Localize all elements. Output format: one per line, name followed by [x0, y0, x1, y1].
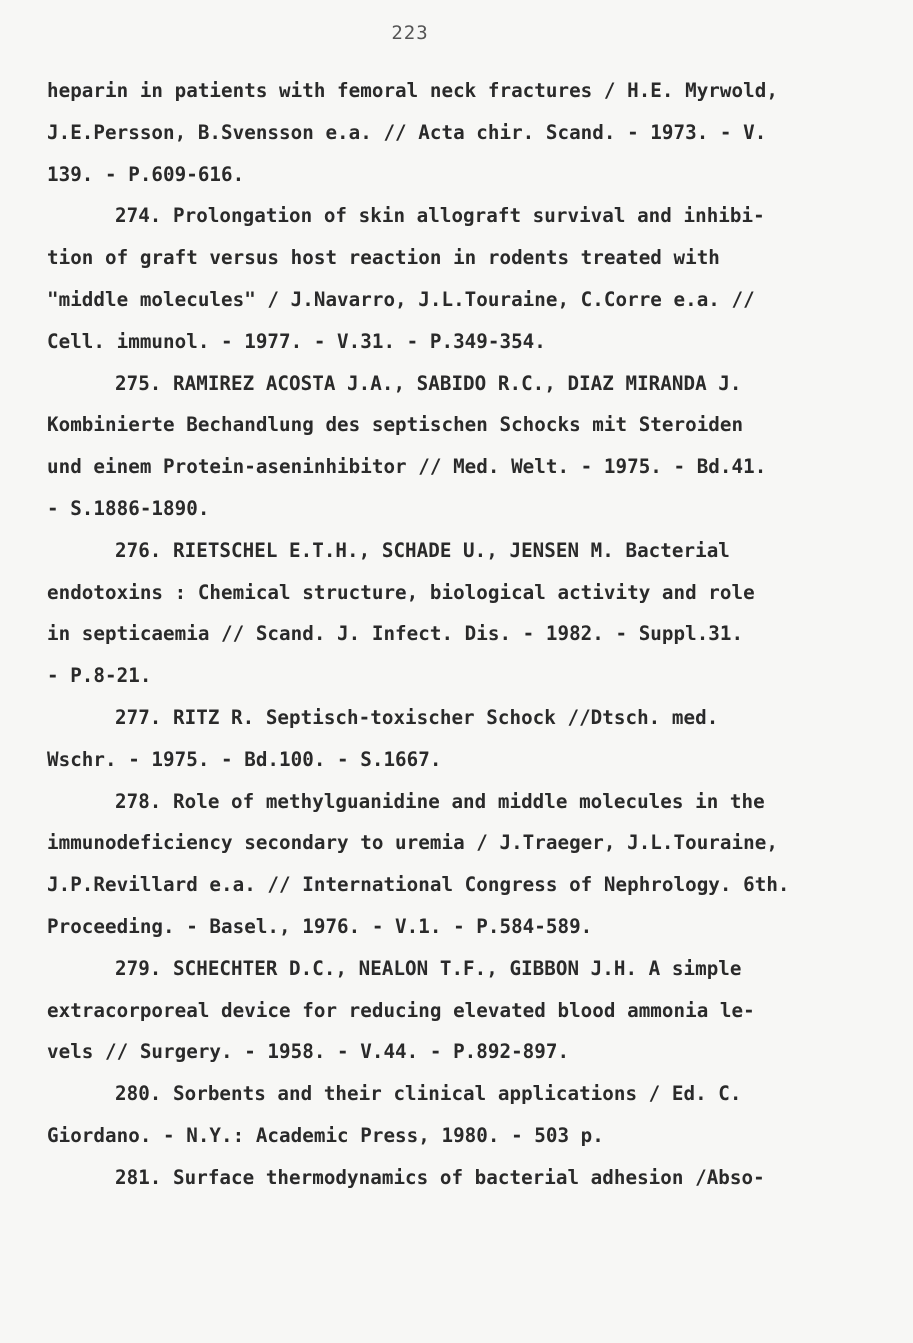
text-line: 139. - P.609-616.: [47, 162, 245, 186]
page-number: 223: [391, 22, 429, 44]
text-line: und einem Protein-aseninhibitor // Med. Welt. - 1975. - Bd.41.: [47, 455, 767, 479]
bibliography-text: [47, 70, 877, 1199]
text-line: Cell. immunol. - 1977. - V.31. - P.349-354.: [47, 329, 546, 353]
text-line: endotoxins : Chemical structure, biological activity and role: [47, 580, 755, 604]
reference-278-start: 278. Role of methylguanidine and middle molecules in the: [115, 789, 765, 813]
reference-276-start: 276. RIETSCHEL E.T.H., SCHADE U., JENSEN M. Bacterial: [115, 538, 730, 562]
text-line: extracorporeal device for reducing elevated blood ammonia le-: [47, 998, 755, 1022]
reference-277-start: 277. RITZ R. Septisch-toxischer Schock //Dtsch. med.: [115, 705, 719, 729]
reference-279-start: 279. SCHECHTER D.C., NEALON T.F., GIBBON J.H. A simple: [115, 956, 742, 980]
reference-274-start: 274. Prolongation of skin allograft survival and inhibi-: [115, 204, 765, 228]
text-line: immunodeficiency secondary to uremia / J.Traeger, J.L.Touraine,: [47, 831, 778, 855]
text-line: J.E.Persson, B.Svensson e.a. // Acta chir. Scand. - 1973. - V.: [47, 120, 767, 144]
text-line: heparin in patients with femoral neck fractures / H.E. Myrwold,: [47, 79, 778, 102]
reference-275-start: 275. RAMIREZ ACOSTA J.A., SABIDO R.C., DIAZ MIRANDA J.: [115, 371, 742, 395]
text-line: - P.8-21.: [47, 664, 152, 688]
reference-280-start: 280. Sorbents and their clinical applications / Ed. C.: [115, 1082, 742, 1106]
text-line: Wschr. - 1975. - Bd.100. - S.1667.: [47, 747, 442, 771]
text-line: "middle molecules" / J.Navarro, J.L.Touraine, C.Corre e.a. //: [47, 287, 755, 311]
text-line: Giordano. - N.Y.: Academic Press, 1980. - 503 p.: [47, 1123, 604, 1147]
text-line: Kombinierte Bechandlung des septischen Schocks mit Steroiden: [47, 413, 744, 437]
text-line: tion of graft versus host reaction in rodents treated with: [47, 246, 720, 270]
text-line: vels // Surgery. - 1958. - V.44. - P.892-897.: [47, 1040, 570, 1064]
text-line: Proceeding. - Basel., 1976. - V.1. - P.584-589.: [47, 914, 593, 938]
text-line: - S.1886-1890.: [47, 496, 210, 520]
reference-281-start: 281. Surface thermodynamics of bacterial adhesion /Abso-: [115, 1165, 765, 1189]
text-line: J.P.Revillard e.a. // International Congress of Nephrology. 6th.: [47, 873, 790, 897]
text-line: in septicaemia // Scand. J. Infect. Dis. - 1982. - Suppl.31.: [47, 622, 744, 646]
